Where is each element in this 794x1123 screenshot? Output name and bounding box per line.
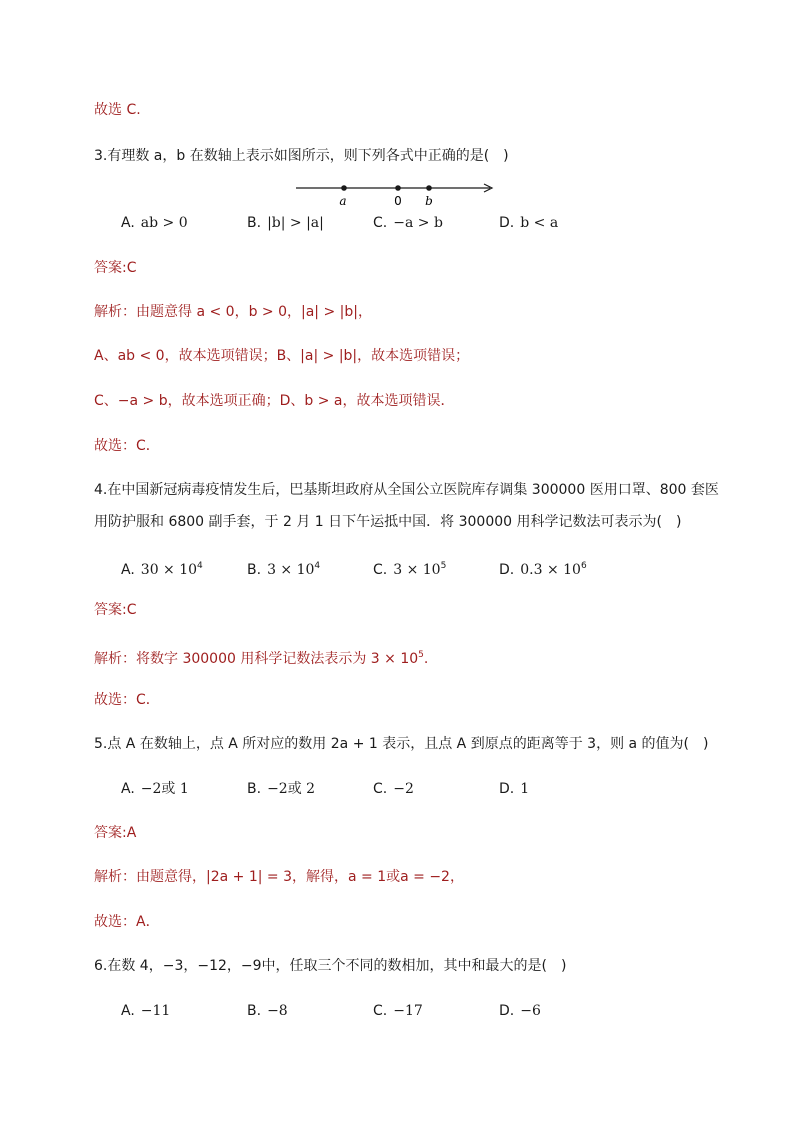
number-line-label-0: 0 [394,194,402,208]
q3-stem: 3.有理数 a，b 在数轴上表示如图所示，则下列各式中正确的是( ) [94,148,509,164]
q3-analysis-line-2: A、ab < 0，故本选项错误；B、|a| > |b|，故本选项错误； [94,348,470,364]
q4-analysis: 解析：将数字 300000 用科学记数法表示为 $3 \times 10^5$. [94,650,429,667]
number-line-label-a: a [339,194,347,208]
q5-conclusion: 故选：A． [94,914,160,930]
q6-option-a: A. −11 [121,1003,171,1019]
q5-answer: 答案:A [94,825,137,841]
number-line-point-a [341,185,347,191]
q5-analysis: 解析：由题意得，|2a + 1| = 3，解得，a = 1或a = −2， [94,869,464,885]
q4-stem-line-2: 用防护服和 6800 副手套，于 2 月 1 日下午运抵中国．将 300000 用科学记数法可表示为( ) [94,514,682,530]
q4-option-a: A. $30 \times 10^4$ [121,561,203,578]
q4-answer: 答案:C [94,602,137,618]
q4-stem-line-1: 4.在中国新冠病毒疫情发生后，巴基斯坦政府从全国公立医院库存调集 300000 医用口罩、800 套医 [94,482,719,498]
number-line-figure [292,178,498,208]
q6-option-c: C. −17 [373,1003,423,1019]
q3-answer: 答案:C [94,260,137,276]
q3-option-a: A. ab > 0 [121,215,188,231]
q3-analysis-line-3: C、−a > b，故本选项正确；D、b > a，故本选项错误． [94,393,455,409]
q3-conclusion: 故选：C． [94,438,160,454]
q3-analysis-line-1: 解析：由题意得 a < 0，b > 0，|a| > |b|， [94,304,372,320]
q2-conclusion: 故选 C. [94,102,141,118]
q5-option-c: C. −2 [373,781,414,797]
q4-conclusion: 故选：C． [94,692,160,708]
q4-option-b: B. $3 \times 10^4$ [247,561,321,578]
q5-option-d: D. 1 [499,781,530,797]
q3-option-c: C. −a > b [373,215,443,231]
number-line-point-b [426,185,432,191]
q6-stem: 6.在数 4，−3，−12，−9中，任取三个不同的数相加，其中和最大的是( ) [94,958,567,974]
q4-option-d: D. $0.3 \times 10^6$ [499,561,587,578]
q3-option-b: B. |b| > |a| [247,215,324,231]
q5-stem: 5.点 A 在数轴上，点 A 所对应的数用 2a + 1 表示，且点 A 到原点的距离等于 3，则 a 的值为( ) [94,736,709,752]
q4-option-c: C. $3 \times 10^5$ [373,561,447,578]
q6-option-d: D. −6 [499,1003,541,1019]
number-line-point-0 [395,185,401,191]
number-line-label-b: b [425,194,433,208]
q3-option-d: D. b < a [499,215,559,231]
q5-option-b: B. −2或 2 [247,781,316,797]
q6-option-b: B. −8 [247,1003,288,1019]
q5-option-a: A. −2或 1 [121,781,189,797]
